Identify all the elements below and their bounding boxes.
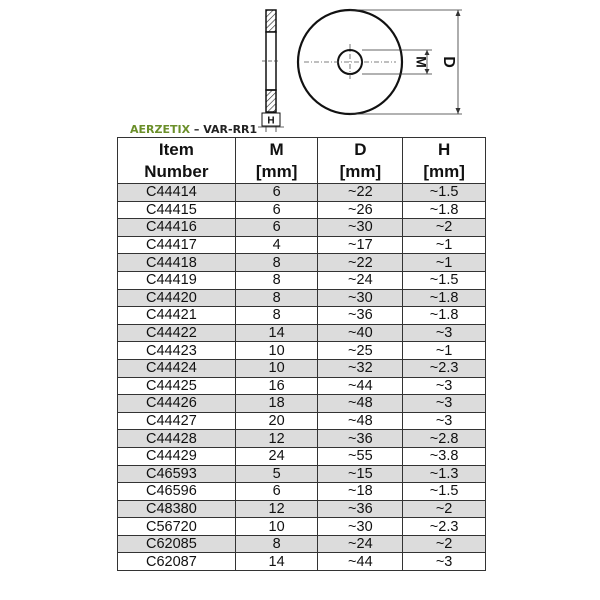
cell-d: ~30 (318, 518, 403, 536)
cell-d: ~40 (318, 324, 403, 342)
cell-m: 12 (235, 500, 318, 518)
header-d (318, 138, 403, 184)
cell-item-number: C44422 (118, 324, 236, 342)
cell-m: 8 (235, 535, 318, 553)
washer-side-view (258, 10, 284, 132)
table-row (118, 395, 486, 413)
table-row (118, 412, 486, 430)
cell-m: 8 (235, 254, 318, 272)
table-row (118, 500, 486, 518)
table-row (118, 184, 486, 202)
cell-h: ~1 (403, 254, 486, 272)
cell-h: ~3 (403, 324, 486, 342)
header-line1: Item (158, 139, 194, 159)
cell-h: ~2.3 (403, 359, 486, 377)
cell-m: 6 (235, 184, 318, 202)
table-row (118, 342, 486, 360)
cell-h: ~2 (403, 535, 486, 553)
cell-m: 10 (235, 359, 318, 377)
cell-d: ~48 (318, 395, 403, 413)
cell-d: ~32 (318, 359, 403, 377)
cell-h: ~1.8 (403, 201, 486, 219)
cell-h: ~1.3 (403, 465, 486, 483)
cell-m: 6 (235, 201, 318, 219)
table-row (118, 271, 486, 289)
cell-h: ~1.5 (403, 483, 486, 501)
cell-m: 24 (235, 447, 318, 465)
table-row (118, 535, 486, 553)
cell-item-number: C44424 (118, 359, 236, 377)
cell-m: 4 (235, 236, 318, 254)
cell-item-number: C62085 (118, 535, 236, 553)
cell-m: 8 (235, 307, 318, 325)
cell-m: 5 (235, 465, 318, 483)
brand-name: AERZETIX (130, 123, 191, 136)
cell-m: 14 (235, 553, 318, 571)
cell-d: ~55 (318, 447, 403, 465)
table-row (118, 359, 486, 377)
header-line2: [mm] (423, 161, 465, 181)
table-row (118, 465, 486, 483)
cell-d: ~36 (318, 500, 403, 518)
cell-m: 10 (235, 518, 318, 536)
cell-h: ~3 (403, 412, 486, 430)
washer-spec-table (117, 137, 486, 571)
cell-d: ~48 (318, 412, 403, 430)
height-label: H (267, 115, 275, 127)
cell-d: ~15 (318, 465, 403, 483)
table-row (118, 324, 486, 342)
table-row (118, 430, 486, 448)
cell-d: ~30 (318, 289, 403, 307)
cell-h: ~3 (403, 553, 486, 571)
cell-item-number: C44416 (118, 219, 236, 237)
cell-m: 18 (235, 395, 318, 413)
cell-d: ~22 (318, 254, 403, 272)
cell-item-number: C44427 (118, 412, 236, 430)
cell-m: 20 (235, 412, 318, 430)
cell-item-number: C44415 (118, 201, 236, 219)
inner-diameter-label: M (413, 56, 430, 68)
table-row (118, 377, 486, 395)
cell-item-number: C44425 (118, 377, 236, 395)
header-h (403, 138, 486, 184)
cell-h: ~1.5 (403, 184, 486, 202)
cell-d: ~36 (318, 307, 403, 325)
cell-h: ~1 (403, 236, 486, 254)
cell-d: ~44 (318, 377, 403, 395)
table-row (118, 447, 486, 465)
header-line1: M (269, 139, 284, 159)
cell-item-number: C46596 (118, 483, 236, 501)
cell-d: ~24 (318, 271, 403, 289)
cell-h: ~3 (403, 377, 486, 395)
washer-front-view (298, 10, 462, 114)
cell-h: ~1.8 (403, 289, 486, 307)
header-line1: D (354, 139, 367, 159)
cell-item-number: C56720 (118, 518, 236, 536)
cell-h: ~2 (403, 500, 486, 518)
header-m (235, 138, 318, 184)
cell-item-number: C44428 (118, 430, 236, 448)
cell-h: ~1.8 (403, 307, 486, 325)
cell-d: ~26 (318, 201, 403, 219)
cell-item-number: C48380 (118, 500, 236, 518)
cell-m: 14 (235, 324, 318, 342)
cell-h: ~2.3 (403, 518, 486, 536)
cell-m: 12 (235, 430, 318, 448)
table-row (118, 219, 486, 237)
washer-diagram (0, 0, 600, 140)
cell-m: 6 (235, 219, 318, 237)
cell-item-number: C44418 (118, 254, 236, 272)
cell-d: ~24 (318, 535, 403, 553)
cell-item-number: C62087 (118, 553, 236, 571)
cell-item-number: C44414 (118, 184, 236, 202)
cell-item-number: C44429 (118, 447, 236, 465)
cell-item-number: C46593 (118, 465, 236, 483)
cell-m: 16 (235, 377, 318, 395)
table-body (118, 184, 486, 571)
header-line1: H (437, 139, 451, 159)
cell-item-number: C44426 (118, 395, 236, 413)
header-line2: [mm] (255, 161, 298, 181)
cell-h: ~3.8 (403, 447, 486, 465)
cell-h: ~3 (403, 395, 486, 413)
cell-item-number: C44417 (118, 236, 236, 254)
header-line2: [mm] (339, 161, 382, 181)
table-row (118, 254, 486, 272)
brand-code: VAR-RR1 (203, 123, 258, 136)
cell-h: ~1 (403, 342, 486, 360)
cell-m: 6 (235, 483, 318, 501)
table-row (118, 307, 486, 325)
cell-h: ~2.8 (403, 430, 486, 448)
table-row (118, 201, 486, 219)
cell-h: ~1.5 (403, 271, 486, 289)
header-item-number (118, 138, 236, 184)
cell-d: ~17 (318, 236, 403, 254)
cell-item-number: C44421 (118, 307, 236, 325)
header-line2: Number (144, 161, 209, 181)
table-row (118, 518, 486, 536)
cell-item-number: C44423 (118, 342, 236, 360)
outer-diameter-label: D (439, 56, 457, 68)
cell-d: ~36 (318, 430, 403, 448)
cell-m: 8 (235, 289, 318, 307)
brand-line (130, 123, 257, 136)
table-row (118, 289, 486, 307)
cell-d: ~30 (318, 219, 403, 237)
cell-d: ~25 (318, 342, 403, 360)
cell-d: ~22 (318, 184, 403, 202)
cell-d: ~18 (318, 483, 403, 501)
cell-m: 8 (235, 271, 318, 289)
cell-item-number: C44420 (118, 289, 236, 307)
table-row (118, 553, 486, 571)
cell-item-number: C44419 (118, 271, 236, 289)
table-row (118, 236, 486, 254)
table-header-row (118, 138, 486, 184)
brand-separator: – (190, 123, 204, 136)
cell-h: ~2 (403, 219, 486, 237)
table-row (118, 483, 486, 501)
cell-d: ~44 (318, 553, 403, 571)
cell-m: 10 (235, 342, 318, 360)
